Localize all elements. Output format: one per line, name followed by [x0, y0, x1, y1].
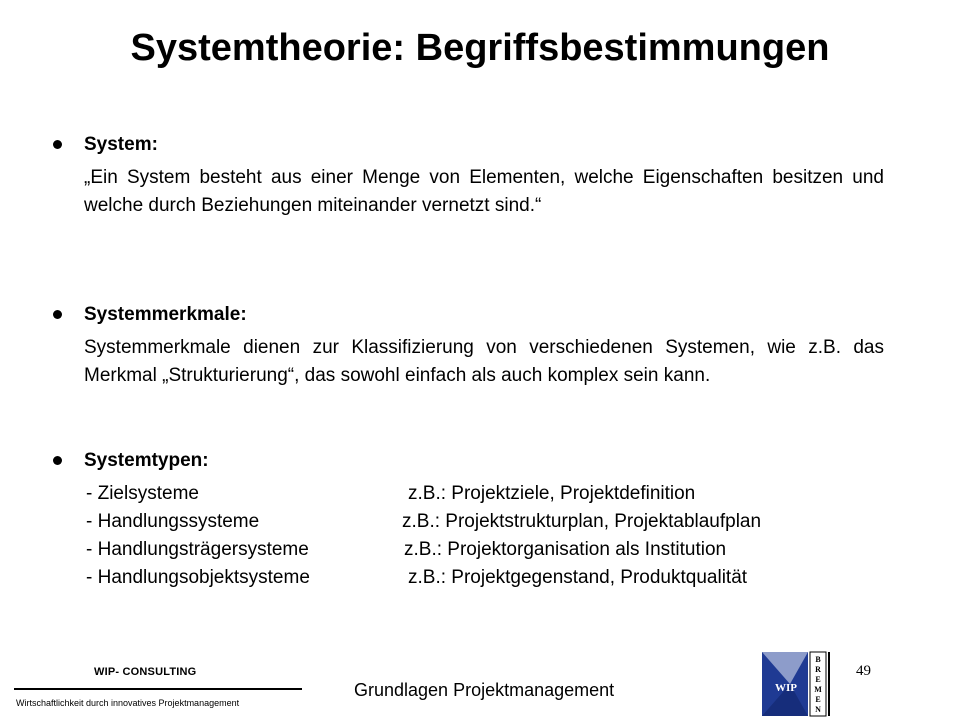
- type-name: - Handlungssysteme: [86, 511, 260, 532]
- logo-city-letter: M: [814, 685, 822, 694]
- type-name: - Handlungsträgersysteme: [86, 539, 309, 560]
- section-heading: Systemtypen:: [84, 450, 209, 471]
- logo-wip-text: WIP: [775, 682, 797, 694]
- slide-title: Systemtheorie: Begriffsbestimmungen: [130, 27, 830, 69]
- section-system: [50, 132, 890, 220]
- list-item: [86, 564, 890, 592]
- page-number: 49: [856, 663, 871, 679]
- footer-title: Grundlagen Projektmanagement: [354, 680, 615, 700]
- type-name: - Handlungsobjektsysteme: [86, 567, 310, 588]
- bullet-dot: [53, 456, 62, 465]
- section-text: „Ein System besteht aus einer Menge von Elementen, welche Eigenschaften besitzen und welche durch Beziehungen miteinander vernetzt sind.“: [84, 167, 884, 216]
- type-example: z.B.: Projektgegenstand, Produktqualität: [408, 567, 748, 588]
- list-item: [86, 480, 890, 508]
- section-systemtypen: [50, 448, 890, 592]
- section-heading: System:: [84, 134, 158, 155]
- section-heading: Systemmerkmale:: [84, 304, 247, 325]
- logo-city-letter: R: [815, 665, 821, 674]
- logo-city-letter: E: [815, 675, 821, 684]
- bullet-dot: [53, 310, 62, 319]
- section-systemmerkmale: [50, 302, 890, 390]
- wip-bremen-logo: [760, 648, 850, 718]
- type-example: z.B.: Projektorganisation als Institution: [404, 539, 727, 560]
- systemtypen-list: [86, 480, 890, 592]
- logo-city-letter: E: [815, 695, 821, 704]
- bullet-dot: [53, 140, 62, 149]
- section-text: Systemmerkmale dienen zur Klassifizierung von verschiedenen Systemen, wie z.B. das Merkmal „Strukturierung“, das sowohl einfach als auch komplex sein kann.: [84, 337, 884, 386]
- type-name: - Zielsysteme: [86, 483, 199, 504]
- footer-tagline: Wirtschaftlichkeit durch innovatives Projektmanagement: [16, 698, 240, 708]
- type-example: z.B.: Projektziele, Projektdefinition: [408, 483, 696, 504]
- footer-divider: [14, 688, 302, 690]
- list-item: [86, 536, 890, 564]
- list-item: [86, 508, 890, 536]
- footer-company-name: WIP- CONSULTING: [94, 666, 197, 678]
- logo-city-letter: N: [815, 705, 821, 714]
- logo-city-letter: B: [815, 655, 821, 664]
- wip-bremen-logo-graphic: [760, 648, 850, 718]
- type-example: z.B.: Projektstrukturplan, Projektablaufplan: [402, 511, 762, 532]
